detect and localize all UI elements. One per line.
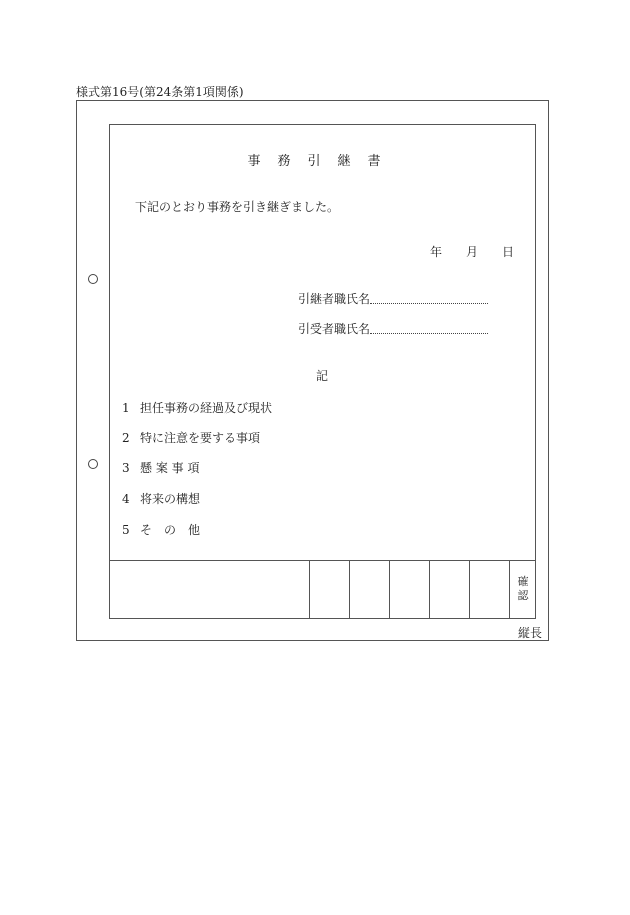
successor-handover-name-line[interactable] — [370, 303, 488, 304]
orientation-note: 縦長 — [518, 626, 543, 640]
intro-text: 下記のとおり事務を引き継ぎました。 — [135, 200, 340, 214]
item-number: 1 — [122, 401, 130, 415]
date-month: 月 — [466, 245, 479, 259]
confirm-cell-divider — [429, 560, 430, 618]
item-text: 担任事務の経過及び現状 — [140, 401, 273, 415]
confirm-label-char: 確 — [517, 575, 529, 588]
confirm-label-char: 認 — [517, 589, 529, 602]
confirm-cell-divider — [309, 560, 310, 618]
confirm-cell-divider — [389, 560, 390, 618]
punch-hole-bottom-icon — [88, 459, 98, 469]
form-number-label: 様式第16号(第24条第1項関係) — [76, 85, 244, 99]
successor-handover-label: 引継者職氏名 — [298, 292, 371, 306]
item-number: 2 — [122, 431, 130, 445]
list-item — [122, 490, 200, 507]
item-number: 4 — [122, 492, 130, 506]
date-day: 日 — [502, 245, 515, 259]
item-number: 5 — [122, 523, 130, 537]
list-item — [122, 399, 272, 416]
confirm-label — [510, 575, 536, 603]
confirm-cell-divider — [349, 560, 350, 618]
list-item — [122, 459, 199, 476]
item-number: 3 — [122, 461, 130, 475]
recipient-label: 引受者職氏名 — [298, 322, 371, 336]
ki-heading: 記 — [316, 369, 329, 383]
list-item — [122, 521, 200, 538]
item-text: 将来の構想 — [140, 492, 201, 506]
document-title: 事務引継書 — [247, 154, 398, 169]
item-text: 懸 案 事 項 — [140, 461, 200, 475]
confirmation-row — [109, 560, 536, 619]
date-year: 年 — [430, 245, 443, 259]
confirm-cell-divider — [469, 560, 470, 618]
recipient-name-line[interactable] — [370, 333, 488, 334]
item-text: そ の 他 — [140, 523, 201, 537]
list-item — [122, 429, 260, 446]
item-text: 特に注意を要する事項 — [140, 431, 261, 445]
punch-hole-top-icon — [88, 274, 98, 284]
